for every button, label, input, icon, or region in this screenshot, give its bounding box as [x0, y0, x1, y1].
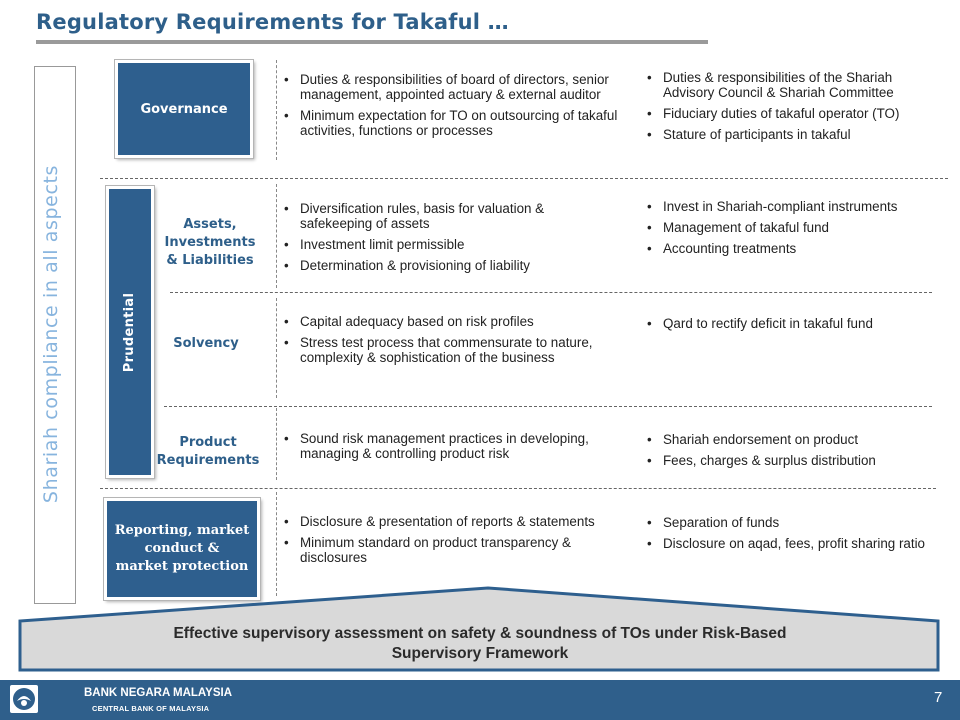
category-assets-line1: Assets,: [183, 217, 237, 232]
column-divider: [276, 492, 277, 596]
column-divider: [276, 60, 277, 160]
prudential-label: Prudential: [122, 292, 138, 372]
org-name: BANK NEGARA MALAYSIA: [84, 687, 233, 699]
reporting-label-line3: market protection: [115, 559, 249, 574]
reporting-middle-list: [283, 514, 609, 571]
category-product-line2: Requirements: [156, 453, 260, 468]
list-item: • Stress test process that commensurate to nature, complexity & sophistication of the business: [283, 335, 609, 365]
governance-right-list: [646, 70, 946, 148]
assets-middle-list: [283, 201, 609, 279]
list-item: • Determination & provisioning of liability: [283, 258, 609, 273]
list-item: • Investment limit permissible: [283, 237, 609, 252]
list-item: • Disclosure on aqad, fees, profit sharing ratio: [646, 536, 946, 551]
row-divider: [100, 488, 936, 489]
list-item: • Stature of participants in takaful: [646, 127, 946, 142]
row-divider: [170, 292, 932, 293]
row-divider: [164, 406, 932, 407]
category-product-line1: Product: [179, 435, 237, 450]
list-item: • Accounting treatments: [646, 241, 916, 256]
prudential-box: [106, 186, 154, 478]
org-subtitle: CENTRAL BANK OF MALAYSIA: [92, 704, 210, 713]
side-label: Shariah compliance in all aspects: [40, 164, 62, 504]
reporting-right-list: [646, 515, 946, 557]
column-divider: [276, 298, 277, 398]
banner-line2: Supervisory Framework: [391, 645, 569, 662]
governance-label: Governance: [140, 101, 228, 117]
category-solvency: Solvency: [173, 336, 239, 351]
footer-bar: [0, 680, 960, 720]
column-divider: [276, 184, 277, 288]
reporting-label: [115, 522, 250, 576]
reporting-label-line1: Reporting, market: [114, 523, 250, 538]
list-item: • Sound risk management practices in developing, managing & controlling product risk: [283, 431, 613, 461]
slide-title: Regulatory Requirements for Takaful …: [36, 10, 509, 34]
list-item: • Disclosure & presentation of reports & statements: [283, 514, 609, 529]
bnm-emblem-icon: [10, 685, 38, 713]
governance-box: [115, 60, 253, 158]
category-assets-line3: & Liabilities: [166, 253, 254, 268]
category-product: [150, 434, 266, 470]
list-item: • Minimum standard on product transparency & disclosures: [283, 535, 609, 565]
list-item: • Shariah endorsement on product: [646, 432, 946, 447]
reporting-label-line2: conduct &: [144, 541, 220, 556]
list-item: • Separation of funds: [646, 515, 946, 530]
banner-line1: Effective supervisory assessment on safety & soundness of TOs under Risk-Based: [173, 625, 787, 642]
product-right-list: [646, 432, 946, 474]
column-divider: [276, 408, 277, 480]
list-item: • Fiduciary duties of takaful operator (TO): [646, 106, 946, 121]
list-item: • Duties & responsibilities of the Shariah Advisory Council & Shariah Committee: [646, 70, 946, 100]
governance-middle-list: [283, 72, 623, 144]
title-rule: [36, 40, 708, 44]
list-item: • Invest in Shariah-compliant instruments: [646, 199, 916, 214]
solvency-right-list: [646, 316, 946, 337]
page-number: 7: [934, 689, 943, 706]
row-divider: [100, 178, 948, 179]
solvency-middle-list: [283, 314, 609, 371]
list-item: • Minimum expectation for TO on outsourcing of takaful activities, functions or processes: [283, 108, 623, 138]
category-assets-line2: Investments: [164, 235, 256, 250]
list-item: • Duties & responsibilities of board of directors, senior management, appointed actuary & external auditor: [283, 72, 623, 102]
assets-right-list: [646, 199, 916, 262]
list-item: • Fees, charges & surplus distribution: [646, 453, 946, 468]
list-item: • Qard to rectify deficit in takaful fund: [646, 316, 946, 331]
list-item: • Capital adequacy based on risk profiles: [283, 314, 609, 329]
list-item: • Management of takaful fund: [646, 220, 916, 235]
bnm-logo: [10, 685, 38, 713]
banner-text: [90, 624, 870, 664]
category-assets: [154, 216, 266, 270]
product-middle-list: [283, 431, 613, 467]
list-item: • Diversification rules, basis for valuation & safekeeping of assets: [283, 201, 609, 231]
